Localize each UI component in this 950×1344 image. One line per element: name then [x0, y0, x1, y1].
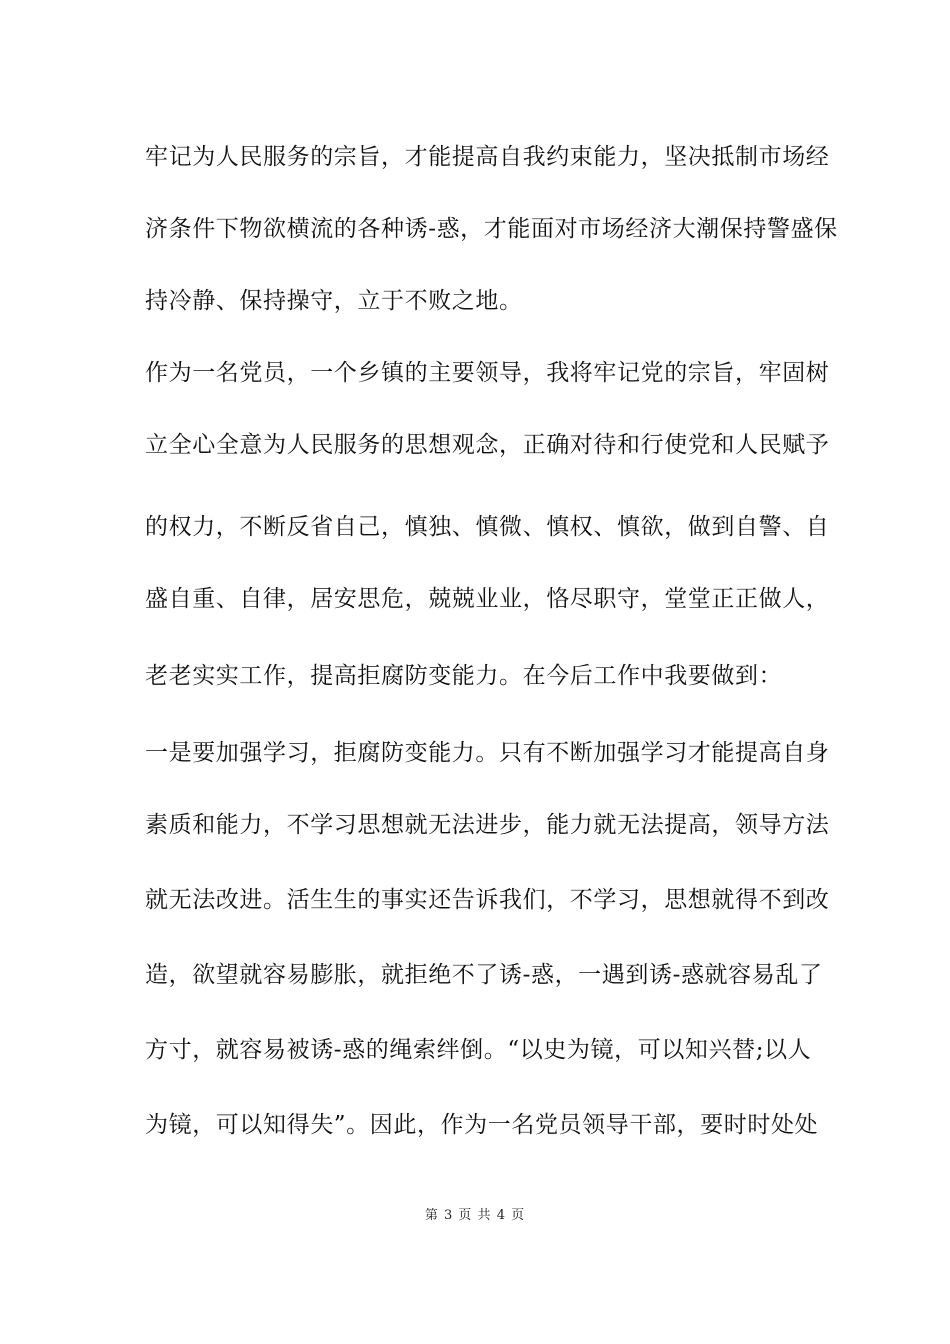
text-line-7: 盛自重、自律，居安思危，兢兢业业，恪尽职守，堂堂正正做人， [145, 586, 830, 612]
text-line-12: 造，欲望就容易膨胀，就拒绝不了诱-惑，一遇到诱-惑就容易乱了 [145, 962, 823, 988]
text-line-14: 为镜，可以知得失”。因此，作为一名党员领导干部，要时时处处 [145, 1112, 819, 1138]
text-line-11: 就无法改进。活生生的事实还告诉我们，不学习，思想就得不到改 [145, 887, 830, 913]
page-number-footer: 第 3 页 共 4 页 [424, 1208, 526, 1223]
text-line-2: 济条件下物欲横流的各种诱-惑，才能面对市场经济大潮保持警盛保 [145, 216, 838, 242]
text-line-1: 牢记为人民服务的宗旨，才能提高自我约束能力，坚决抵制市场经 [145, 144, 830, 170]
text-line-13: 方寸，就容易被诱-惑的绳索绊倒。“以史为镜，可以知兴替;以人 [145, 1037, 812, 1063]
text-line-3: 持冷静、保持操守，立于不败之地。 [145, 288, 523, 314]
text-line-6: 的权力，不断反省自己，慎独、慎微、慎权、慎欲，做到自警、自 [145, 514, 830, 540]
text-line-8: 老老实实工作，提高拒腐防变能力。在今后工作中我要做到： [145, 663, 783, 689]
text-line-5: 立全心全意为人民服务的思想观念，正确对待和行使党和人民赋予 [145, 432, 830, 458]
text-line-4: 作为一名党员，一个乡镇的主要领导，我将牢记党的宗旨，牢固树 [145, 360, 830, 386]
text-line-10: 素质和能力，不学习思想就无法进步，能力就无法提高，领导方法 [145, 812, 830, 838]
text-line-9: 一是要加强学习，拒腐防变能力。只有不断加强学习才能提高自身 [145, 740, 830, 766]
